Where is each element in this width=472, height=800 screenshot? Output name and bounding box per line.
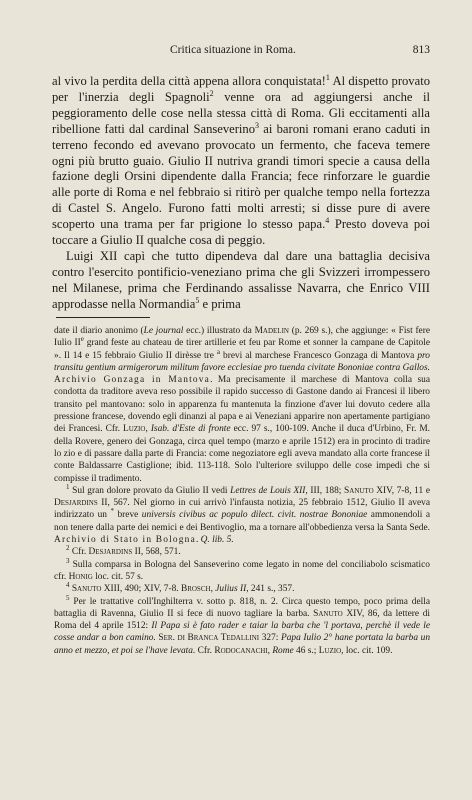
footnote-ref[interactable]: 3 — [255, 120, 260, 130]
running-title: Critica situazione in Roma. — [170, 44, 296, 56]
footnote-1: $^1$ Sul gran dolore provato da Giulio II vedi Lettres de Louis XII, III, 188; Sanuto XIV, 7-8, 11 e Desjardins II, 567. Nel giorno in cui arrivò l'infausta notizia, 25 febbraio 1512, Giulio II aveva indirizzato un * breve universis civibus ac populo dilect. civit. nostrae Bononiae ammonendoli a non tenere dalla parte dei nemici e dei Bentivoglio, ma a tornare all'obbedienza versa la Santa Sede. Archivio di Stato in Bologna. Q. lib. 5. — [54, 482, 431, 546]
footnote-5: $^5$ Per le trattative coll'Inghilterra v. sotto p. 818, n. 2. Circa questo tempo, poco prima della battaglia di Ravenna, Giulio II si fece di nuovo tagliare la barba. Sanuto XIV, 86, da lettere di Roma del 4 aprile 1512: Il Papa si è fato rader e taiar la barba che 'l portava, perchè il vede le cosse andar a bon camino. Ser. di Branca Tedallini 327: Papa Iulio 2° hane portata la barba un anno et mezzo, et poi se l'have levata. Cfr. Rodocanachi, Rome 46 s.; Luzio, loc. cit. 109. — [54, 593, 431, 656]
body-paragraph: al vivo la perdita della città appena allora conquistata!$^1$ Al dispetto provato per l'inerzia degli Spagnoli$^2$ venne ora ad aggiungersi anche il peggioramento delle cose nella stessa città di Roma. Gli eccitamenti alla ribellione fatti dal cardinal Sanseverino$^3$ ai baroni romani erano caduti in terreno fecondo ed avevano provocato un fermento, che faceva temere ogni più brutto guaio. Giulio II nutriva grandi timori specie a causa della fazione degli Orsini dipendente dalla Francia; fece rinforzare le guardie alle porte di Roma e nel febbraio si ritirò per qualche tempo nella fortezza di Castel S. Angelo. Furono fatti molti arresti; si disse pure di avere scoperto una trama per far prigione lo stesso papa.$^4$ Presto doveva poi toccare a Giulio II qualche cosa di peggio. — [52, 72, 431, 248]
footnote-ref[interactable]: 5 — [195, 295, 200, 305]
body-paragraph: Luigi XII capì che tutto dipendeva dal dare una battaglia decisiva contro l'esercito pontificio-veneziano prima che gli Svizzeri irrompessero nel Milanese, prima che Ferdinando assalisse Navarra, che Enrico VIII approdasse nella Normandia$^5$ e prima — [52, 248, 430, 311]
footnote-2: $^2$ Cfr. Desjardins II, 568, 571. — [66, 544, 181, 558]
footnote-ref[interactable]: 1 — [325, 72, 330, 82]
footnote-ref[interactable]: 2 — [209, 88, 214, 98]
footnotes — [54, 325, 430, 657]
page-header — [50, 44, 430, 60]
footnote-divider — [56, 317, 150, 318]
page-number: 813 — [412, 44, 430, 56]
footnote-ref[interactable]: 4 — [325, 215, 330, 225]
footnote-3: $^3$ Sulla comparsa in Bologna del Sanseverino come legato in nome del conciliabolo scismatico cfr. Honig loc. cit. 57 s. — [54, 556, 430, 582]
main-text — [52, 74, 430, 313]
footnote-4: $^4$ Sanuto XIII, 490; XIV, 7-8. Brosch, Julius II, 241 s., 357. — [66, 581, 295, 595]
footnote-continuation: date il diario anonimo (Le journal ecc.) illustrato da Madelin (p. 269 s.), che aggiunge: « Fist fere Iulio IIe grand feste au chateau de tirer artillerie et feu par Rome et sonner la campane de Capitole ». Il 14 e 15 febbraio Giulio II dirèsse tre $^a$ brevi al marchese Francesco Gonzaga di Mantova pro transitu gentium armigerorum militum favore ecclesiae pro tuenda civitate Bononiae contra Gallos. Archivio Gonzaga in Mantova. Ma precisamente il marchese di Mantova colla sua condotta da traditore aveva reso possibile il rapido successo di Gastone dando ai Francesi il libero transito pel mantovano: solo in apparenza fu mantenuta la finzione d'aver lui dovuto cedere alla pressione francese, dovendo egli dinanzi al papa e ai Veneziani apparire non apertamente partigiano dei Francesi. Cfr. Luzio, Isab. d'Este di fronte ecc. 97 s., 100-109. Anche il duca d'Urbino, Fr. M. della Rovere, genero dei Gonzaga, circa quel tempo (marzo e aprile 1512) era in procinto di tradire lo zio e di passare dalla parte di Francia: come negoziatore egli aveva mandato alla corte francese il conte Baldassarre Castiglione; ibid. 113-118. Solo l'ulteriore sviluppo delle cose impedì che si compisse il tradimento. — [54, 326, 431, 484]
